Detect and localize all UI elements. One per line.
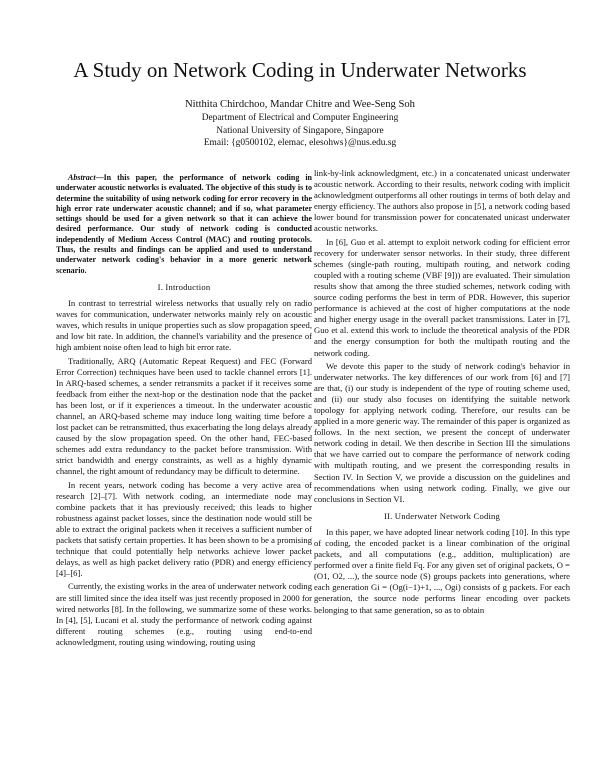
right-column xyxy=(314,168,570,616)
paragraph: link-by-link acknowledgment, etc.) in a concatenated unicast underwater acoustic network. According to their results, network coding with implicit acknowledgment outperforms all other routings in terms of both delay and energy efficiency. The authors also propose in [5], a network coding based lower bound for transmission power for concatenated unicast underwater acoustic networks. xyxy=(314,168,570,234)
paragraph: Traditionally, ARQ (Automatic Repeat Request) and FEC (Forward Error Correction) techniques have been used to tackle channel errors [1]. In ARQ-based schemes, a sender retransmits a packet if it receives some feedback from either the next-hop or the destination node that the packet has been lost, or if it experiences a timeout. In the underwater acoustic channel, an ARQ-based scheme may induce long waiting time before a lost packet can be retransmitted, thus exacerbating the long delays already caused by the slow propagation speed. On the other hand, FEC-based schemes add extra redundancy to the packet before transmission. With strict bandwidth and energy constraints, as well as a highly dynamic channel, the right amount of redundancy may be difficult to determine. xyxy=(56,355,312,477)
paragraph: We devote this paper to the study of network coding's behavior in underwater networks. The key differences of our work from [6] and [7] are that, (i) our study is independent of the type of routing scheme used, and (ii) our study also focuses on identifying the suitable network topology for applying network coding. Therefore, our results can be applied in a more generic way. The remainder of this paper is organized as follows. In the next section, we present the concept of underwater network coding in detail. We then describe in Section III the simulations that we have carried out to compare the performance of network coding with multipath routing, and we present the corresponding results in Section IV. In Section V, we provide a discussion on the guidelines and recommendations when using network coding. Finally, we give our conclusions in Section VI. xyxy=(314,360,570,504)
abstract-lead: Abstract xyxy=(68,173,96,182)
paragraph: In [6], Guo et al. attempt to exploit network coding for efficient error recovery for underwater sensor networks. In their study, three different schemes (single-path routing, multipath routing, and network coding coupled with a routing scheme (VBF [9])) are evaluated. Their simulation results show that among the three studied schemes, network coding with source coding performs the best in term of PDR. However, this superior performance is achieved at the cost of higher computations at the node and higher energy usage in the overall packet transmissions. Later in [7], Guo et al. extend this work to include the theoretical analysis of the PDR and the energy consumption for both the multipath routing and the network coding. xyxy=(314,236,570,358)
affiliation-email: Email: {g0500102, elemac, elesohws}@nus.edu.sg xyxy=(203,138,397,149)
paragraph: In this paper, we have adopted linear network coding [10]. In this type of coding, the encoded packet is a linear combination of the original packets, and all computations (e.g., addition, multiplication) are performed over a finite field Fq. For any given set of original packets, O = (O1, O2, ...), the source node (S) groups packets into generations, where each generation Gi = (Og(i−1)+1, ..., Ogi) consists of g packets. For each generation, the source node performs linear encoding over packets belonging to that same generation, so as to obtain xyxy=(314,526,570,615)
affiliation-university: National University of Singapore, Singapore xyxy=(216,125,384,136)
author-affiliation xyxy=(0,112,600,150)
affiliation-department: Department of Electrical and Computer Engineering xyxy=(201,113,399,123)
abstract-text: —In this paper, the performance of network coding in underwater acoustic networks is evaluated. The objective of this study is to determine the suitability of using network coding for error recovery in the high error rate underwater acoustic channel; and if so, what parameter settings should be used for a given network so that it can achieve the desired performance. Our study of network coding is conducted independently of Medium Access Control (MAC) and routing protocols. Thus, the results and findings can be applied and used to understand underwater network coding's behavior in a more generic network scenario. xyxy=(56,173,312,275)
section-heading-introduction: I. Introduction xyxy=(157,281,211,292)
paper-authors: Nitthita Chirdchoo, Mandar Chitre and Wee-Seng Soh xyxy=(185,99,415,110)
paper-title: A Study on Network Coding in Underwater Networks xyxy=(73,58,527,82)
paragraph: In contrast to terrestrial wireless networks that usually rely on radio waves for communication, underwater networks mainly rely on acoustic waves, which results in unique properties such as slow propagation speed, and low bit rate. In addition, the channel's variability and the presence of high ambient noise often lead to high bit error rate. xyxy=(56,298,312,353)
section-heading-underwater-network-coding: II. Underwater Network Coding xyxy=(383,510,501,521)
left-column xyxy=(56,173,312,648)
paragraph: In recent years, network coding has become a very active area of research [2]–[7]. With network coding, an intermediate node may combine packets that it has previously received; this leads to higher robustness against packet losses, since the destination node would still be able to extract the original packets when it receives a sufficient number of packets that satisfy certain properties. It has been shown to be a promising technique that could potentially help networks achieve lower packet delays, as well as high packet delivery ratio (PDR) and energy efficiency [4]–[6]. xyxy=(56,479,312,579)
paragraph: Currently, the existing works in the area of underwater network coding are still limited since the idea itself was just recently proposed in 2000 for wired networks [8]. In the following, we summarize some of these works. In [4], [5], Lucani et al. study the performance of network coding against different routing schemes (e.g., routing using end-to-end acknowledgment, routing using windowing, routing using xyxy=(56,581,312,647)
abstract xyxy=(56,173,312,276)
